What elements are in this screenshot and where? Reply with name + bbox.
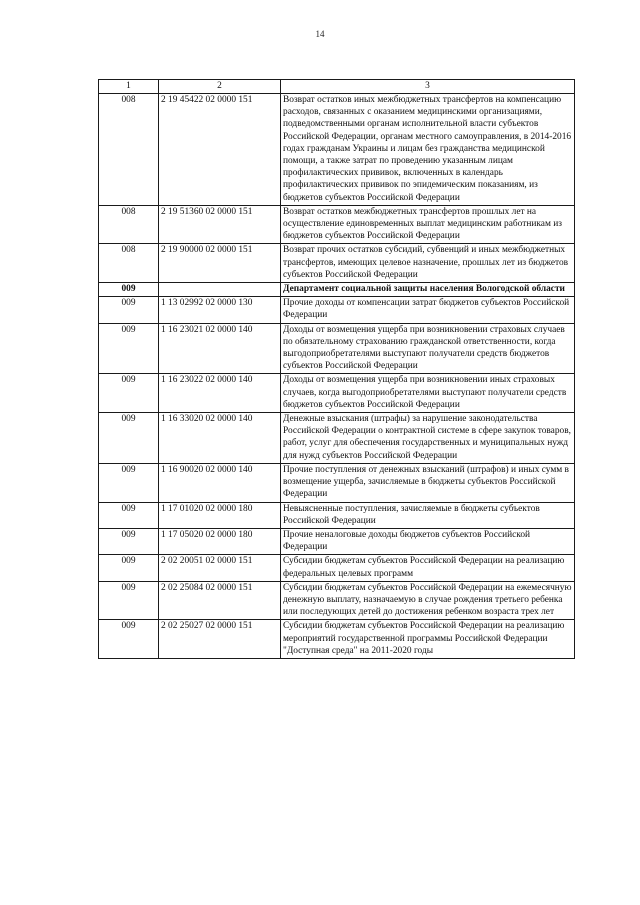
table-header-row [99, 80, 575, 94]
budget-classification-code-cell: 1 17 05020 02 0000 180 [159, 528, 281, 554]
budget-classification-code-cell: 1 17 01020 02 0000 180 [159, 502, 281, 528]
admin-code-cell: 009 [99, 297, 159, 323]
admin-code-cell: 009 [99, 581, 159, 620]
revenue-name-cell: Доходы от возмещения ущерба при возникновении иных страховых случаев, когда выгодоприобретателями выступают получатели средств бюджетов субъектов Российской Федерации [281, 374, 575, 413]
budget-classification-code-cell: 2 02 25027 02 0000 151 [159, 620, 281, 659]
admin-code-cell: 009 [99, 620, 159, 659]
revenue-name-cell: Возврат остатков межбюджетных трансфертов прошлых лет на осуществление единовременных выплат медицинским работникам из бюджетов субъектов Российской Федерации [281, 205, 575, 244]
revenue-name-cell: Прочие доходы от компенсации затрат бюджетов субъектов Российской Федерации [281, 297, 575, 323]
revenue-name-cell: Субсидии бюджетам субъектов Российской Федерации на ежемесячную денежную выплату, назначаемую в случае рождения третьего ребенка или последующих детей до достижения ребенком возраста трех лет [281, 581, 575, 620]
admin-code-cell: 009 [99, 374, 159, 413]
budget-classification-code-cell: 1 16 90020 02 0000 140 [159, 463, 281, 502]
column-header-name: 3 [281, 80, 575, 94]
admin-code-cell: 008 [99, 205, 159, 244]
page-number: 14 [315, 29, 325, 39]
table-row [99, 620, 575, 659]
budget-classification-code-cell: 2 19 90000 02 0000 151 [159, 244, 281, 283]
budget-codes-table [98, 79, 575, 659]
admin-code-cell: 008 [99, 244, 159, 283]
table-row [99, 502, 575, 528]
budget-classification-code-cell: 2 02 20051 02 0000 151 [159, 555, 281, 581]
table-row [99, 283, 575, 297]
revenue-name-cell: Департамент социальной защиты населения Вологодской области [281, 283, 575, 297]
column-header-code: 2 [159, 80, 281, 94]
admin-code-cell: 009 [99, 413, 159, 464]
admin-code-cell: 009 [99, 463, 159, 502]
budget-classification-code-cell [159, 283, 281, 297]
column-header-admin: 1 [99, 80, 159, 94]
revenue-name-cell: Доходы от возмещения ущерба при возникновении страховых случаев по обязательному страхованию гражданской ответственности, когда выгодоприобретателями выступают получатели средств бюджетов субъектов Российской Федерации [281, 323, 575, 374]
revenue-name-cell: Денежные взыскания (штрафы) за нарушение законодательства Российской Федерации о контрактной системе в сфере закупок товаров, работ, услуг для обеспечения государственных и муниципальных нужд для нужд субъектов Российской Федерации [281, 413, 575, 464]
budget-classification-code-cell: 2 02 25084 02 0000 151 [159, 581, 281, 620]
budget-classification-code-cell: 2 19 45422 02 0000 151 [159, 94, 281, 206]
revenue-name-cell: Прочие неналоговые доходы бюджетов субъектов Российской Федерации [281, 528, 575, 554]
admin-code-cell: 009 [99, 528, 159, 554]
table-row [99, 555, 575, 581]
revenue-name-cell: Субсидии бюджетам субъектов Российской Федерации на реализацию мероприятий государственной программы Российской Федерации "Доступная среда" на 2011-2020 годы [281, 620, 575, 659]
budget-classification-code-cell: 1 16 33020 02 0000 140 [159, 413, 281, 464]
revenue-name-cell: Невыясненные поступления, зачисляемые в бюджеты субъектов Российской Федерации [281, 502, 575, 528]
table-row [99, 374, 575, 413]
admin-code-cell: 009 [99, 323, 159, 374]
table-row [99, 297, 575, 323]
table-row [99, 528, 575, 554]
table-body [99, 94, 575, 659]
revenue-name-cell: Прочие поступления от денежных взысканий (штрафов) и иных сумм в возмещение ущерба, зачисляемые в бюджеты субъектов Российской Федерации [281, 463, 575, 502]
budget-classification-code-cell: 1 13 02992 02 0000 130 [159, 297, 281, 323]
admin-code-cell: 008 [99, 94, 159, 206]
budget-classification-code-cell: 1 16 23022 02 0000 140 [159, 374, 281, 413]
revenue-name-cell: Субсидии бюджетам субъектов Российской Федерации на реализацию федеральных целевых программ [281, 555, 575, 581]
admin-code-cell: 009 [99, 555, 159, 581]
table-row [99, 244, 575, 283]
admin-code-cell: 009 [99, 283, 159, 297]
table-row [99, 205, 575, 244]
table-row [99, 463, 575, 502]
admin-code-cell: 009 [99, 502, 159, 528]
table-row [99, 323, 575, 374]
table-row [99, 94, 575, 206]
table-row [99, 413, 575, 464]
budget-classification-code-cell: 1 16 23021 02 0000 140 [159, 323, 281, 374]
table-row [99, 581, 575, 620]
revenue-name-cell: Возврат прочих остатков субсидий, субвенций и иных межбюджетных трансфертов, имеющих целевое назначение, прошлых лет из бюджетов субъектов Российской Федерации [281, 244, 575, 283]
budget-classification-code-cell: 2 19 51360 02 0000 151 [159, 205, 281, 244]
revenue-name-cell: Возврат остатков иных межбюджетных трансфертов на компенсацию расходов, связанных с оказанием медицинскими организациями, подведомственными органам исполнительной власти субъектов Российской Федерации, органам местного самоуправления, в 2014-2016 годах гражданам Украины и лицам без гражданства медицинской помощи, а также затрат по проведению указанным лицам профилактических прививок, включенных в календарь профилактических прививок по эпидемическим показаниям, из бюджетов субъектов Российской Федерации [281, 94, 575, 206]
